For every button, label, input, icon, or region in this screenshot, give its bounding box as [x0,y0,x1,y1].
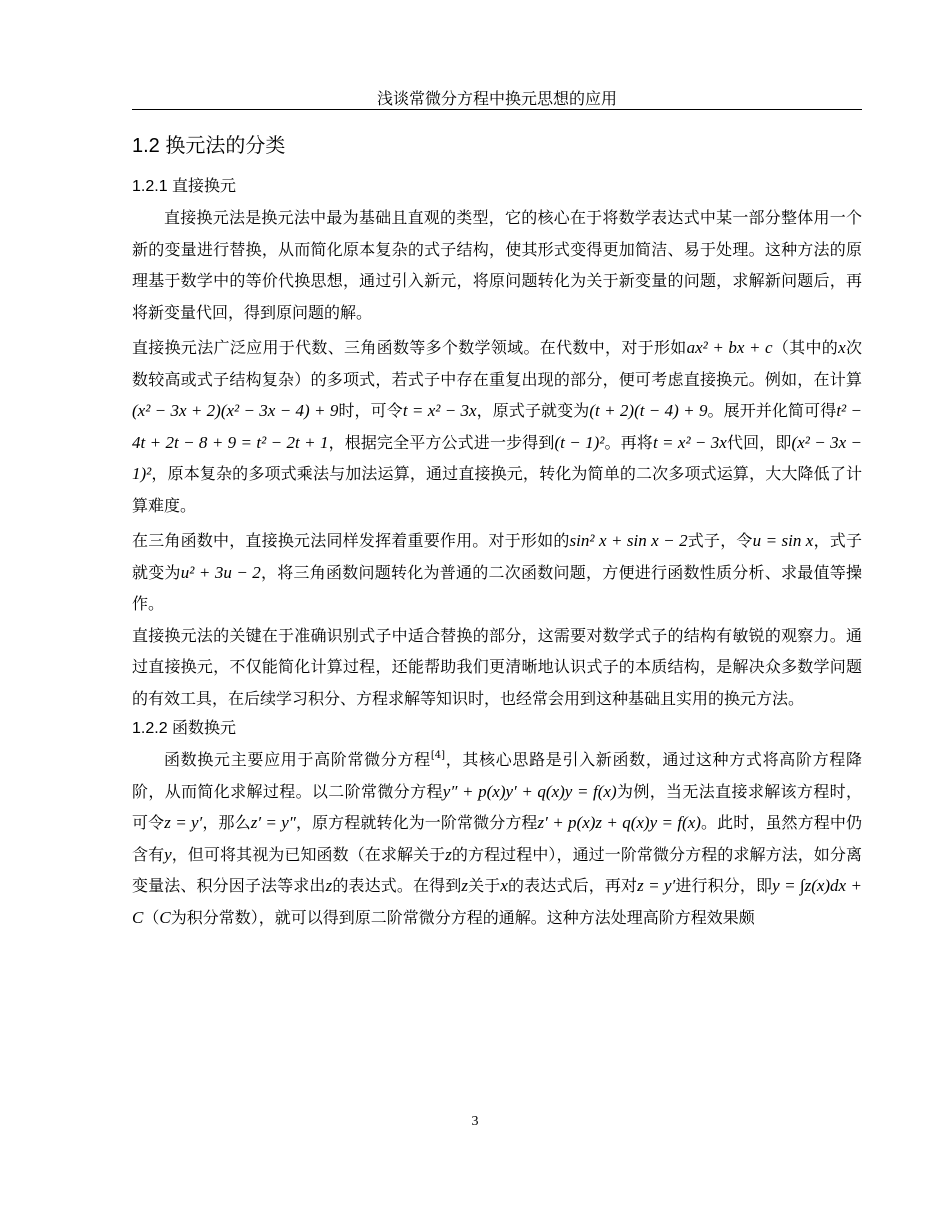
text: ，其核心思路是引入新函数，通过这种方式将高阶方程降阶，从而简化求解过程。以二阶常微分方程 [132,750,862,801]
text: 。再将 [604,432,653,452]
formula: z = y′ [164,813,203,832]
text: 式子，令 [687,531,753,550]
text: 时，可令 [338,401,403,420]
formula: u = sin x [752,531,814,550]
formula: y″ + p(x)y′ + q(x)y = f(x) [442,781,617,801]
text: 直接换元法广泛应用于代数、三角函数等多个数学领域。在代数中，对于形如 [132,338,687,357]
text: 直接换元法的关键在于准确识别式子中适合替换的部分，这需要对数学式子的结构有敏锐的观察力。通过直接换元，不仅能简化计算过程，还能帮助我们更清晰地认识式子的本质结构，是解决众多数学问题的有效工具，在后续学习积分、方程求解等知识时，也经常会用到这种基础且实用的换元方法。 [132,625,862,708]
text: 的表达式后，再对 [507,876,638,895]
header-rule [132,109,862,110]
citation-ref: [4] [430,750,446,761]
paragraph [132,525,862,620]
formula: (x² − 3x − 1)² [132,432,862,483]
text: 的表达式。在得到 [332,876,462,895]
text: 函数换元主要应用于高阶常微分方程 [164,750,431,769]
text: 。展开并化简可得 [707,401,837,420]
text: ，将三角函数问题转化为普通的二次函数问题，方便进行函数性质分析、求最值等操作。 [132,562,862,613]
text: 直接换元法是换元法中最为基础且直观的类型，它的核心在于将数学表达式中某一部分整体用一个新的变量进行替换，从而简化原本复杂的式子结构，使其形式变得更加简洁、易于处理。这种方法的原理基于数学中的等价代换思想，通过引入新元，将原问题转化为关于新变量的问题，求解新问题后，再将新变量代回，得到原问题的解。 [132,208,862,322]
page-number: 3 [471,1114,479,1129]
formula: z [325,876,333,895]
text: 次数较高或式子结构复杂）的多项式，若式子中存在重复出现的部分，便可考虑直接换元。例如，在计算 [132,338,862,389]
text: 关于 [467,876,501,895]
text: ，根据完全平方公式进一步得到 [328,432,555,452]
formula: (x² − 3x + 2)(x² − 3x − 4) + 9 [132,401,339,420]
text: ，但可将其视为已知函数（在求解关于 [171,844,446,864]
text: 的方程过程中），通过一阶常微分方程的求解方法，如分离变量法、积分因子法等求出 [132,844,862,895]
paragraph [132,202,862,328]
page-body [132,128,862,933]
formula: y = ∫z(x)dx + C [132,876,862,927]
formula: ax² + bx + c [686,338,773,357]
formula: sin² x + sin x − 2 [569,531,688,550]
text: ，原方程就转化为一阶常微分方程 [295,813,538,832]
running-header: 浅谈常微分方程中换元思想的应用 [376,89,617,108]
text: 为积分常数），就可以得到原二阶常微分方程的通解。这种方法处理高阶方程效果颇 [170,907,755,927]
text: 为例，当无法直接求解该方程时，可令 [132,781,862,832]
formula: x [838,338,846,357]
text: 进行积分，即 [675,876,773,895]
formula: t = x² − 3x [652,432,727,452]
section-title: 1.2 换元法的分类 [132,135,286,157]
formula: t² − 4t + 2t − 8 + 9 = t² − 2t + 1 [132,401,862,452]
text: 代回，即 [726,432,792,452]
formula: z [461,876,468,895]
formula: z = y′ [637,876,676,895]
formula: z′ + p(x)z + q(x)y = f(x) [537,813,701,832]
text: 在三角函数中，直接换元法同样发挥着重要作用。对于形如的 [132,531,570,550]
formula: C [159,907,171,927]
paragraph [132,744,862,933]
text: ，原本复杂的多项式乘法与加法运算，通过直接换元，转化为简单的二次多项式运算，大大降低了计算难度。 [132,464,862,515]
formula: t = x² − 3x [402,401,477,420]
formula: z′ = y″ [250,813,296,832]
text: （其中的 [772,338,839,357]
formula: (t − 1)² [554,432,605,452]
paragraph [132,332,862,521]
subsection-title-direct: 1.2.1 直接换元 [132,178,237,195]
formula: u² + 3u − 2 [180,562,261,582]
text: ，式子就变为 [132,531,862,582]
text: 。此时，虽然方程中仍含有 [132,813,862,864]
formula: (t + 2)(t − 4) + 9 [589,401,708,420]
text: ，那么 [202,813,251,832]
formula: z [445,844,452,864]
text: ，原式子就变为 [476,401,590,420]
formula: y [164,844,172,864]
paragraph [132,620,862,715]
subsection-title-function: 1.2.2 函数换元 [132,720,237,737]
formula: x [500,876,508,895]
text: （ [143,907,160,927]
